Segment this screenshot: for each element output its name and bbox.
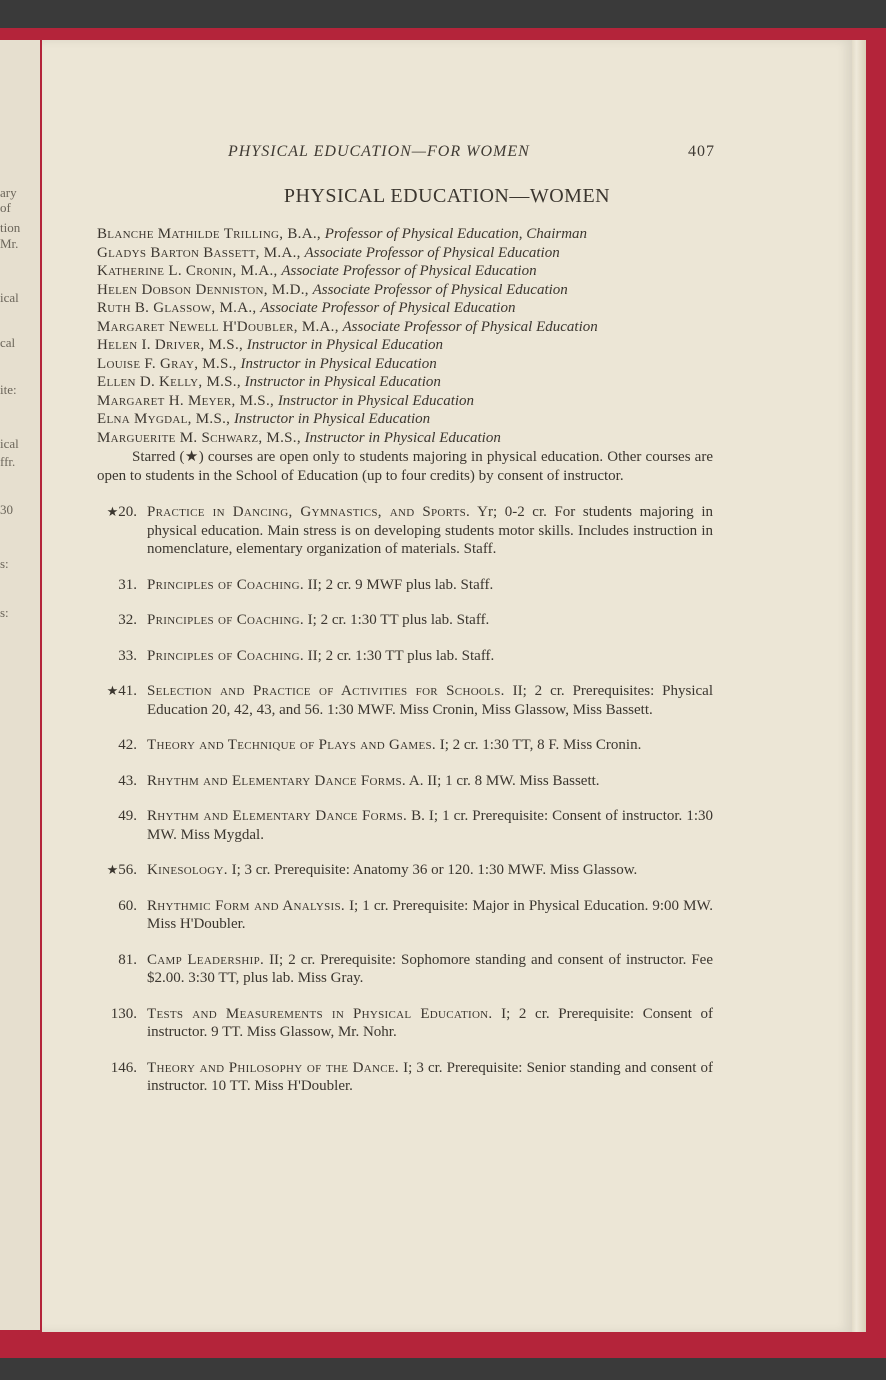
- course-title: Kinesology.: [147, 862, 228, 878]
- course-number-text: 43.: [118, 772, 137, 789]
- prev-page-fragment: s:: [0, 556, 9, 571]
- course-title: Selection and Practice of Activities for Schools.: [147, 683, 505, 699]
- faculty-member: [97, 318, 713, 337]
- faculty-title: Instructor in Physical Education: [277, 392, 475, 409]
- course-number: [97, 951, 137, 970]
- course-number: [97, 1005, 137, 1024]
- faculty-member: [97, 299, 713, 318]
- faculty-name: Marguerite M. Schwarz, M.S.,: [97, 429, 301, 446]
- prev-page-fragment: of: [0, 200, 11, 215]
- course-details: II; 2 cr. Prerequisites: Physical Education 20, 42, 43, and 56. 1:30 MWF. Miss Cronin, Miss Glassow, Miss Bassett.: [147, 683, 713, 718]
- previous-page-edge: [0, 40, 40, 1330]
- course-title: Camp Leadership.: [147, 951, 265, 968]
- faculty-title: Associate Professor of Physical Education: [304, 244, 560, 261]
- prev-page-fragment: cal: [0, 335, 16, 350]
- course-number: [97, 647, 137, 666]
- course-number-text: 146.: [110, 1059, 137, 1076]
- faculty-name: Ruth B. Glassow, M.A.,: [97, 300, 257, 316]
- course-title: Theory and Philosophy of the Dance.: [147, 1059, 399, 1076]
- prev-page-fragment: ffr.: [0, 454, 16, 469]
- course-number: [97, 897, 137, 916]
- course-number-text: 20.: [118, 504, 137, 520]
- running-head-title: PHYSICAL EDUCATION—FOR WOMEN: [228, 143, 530, 160]
- course-title: Rhythm and Elementary Dance Forms.: [147, 772, 406, 789]
- faculty-member: [97, 225, 713, 244]
- faculty-title: Instructor in Physical Education: [246, 337, 444, 353]
- faculty-title: Associate Professor of Physical Education: [281, 263, 537, 279]
- course-details: I; 2 cr. Prerequisite: Consent of instructor. 9 TT. Miss Glassow, Mr. Nohr.: [147, 1005, 713, 1040]
- course-number: [97, 1059, 137, 1078]
- faculty-name: Margaret H. Meyer, M.S.,: [97, 392, 275, 409]
- course-number-text: 56.: [118, 862, 137, 878]
- course-number-text: 81.: [118, 951, 137, 968]
- faculty-name: Helen Dobson Denniston, M.D.,: [97, 281, 309, 298]
- course-details: I; 3 cr. Prerequisite: Senior standing and consent of instructor. 10 TT. Miss H'Doubler.: [147, 1059, 713, 1094]
- course-list: [97, 503, 713, 1096]
- course-number: [97, 576, 137, 595]
- faculty-name: Helen I. Driver, M.S.,: [97, 337, 244, 353]
- course-number-text: 130.: [110, 1005, 137, 1022]
- faculty-name: Gladys Barton Bassett, M.A.,: [97, 244, 301, 261]
- course-title: Practice in Dancing, Gymnastics, and Sports.: [147, 504, 471, 520]
- catalog-page: [42, 40, 852, 1332]
- course-title: Tests and Measurements in Physical Education.: [147, 1005, 493, 1022]
- page-number: 407: [688, 143, 715, 160]
- faculty-title: Associate Professor of Physical Education: [312, 281, 568, 298]
- course-number-text: 41.: [118, 683, 137, 699]
- faculty-name: Katherine L. Cronin, M.A.,: [97, 263, 278, 279]
- course-entry: [97, 807, 713, 844]
- faculty-name: Elna Mygdal, M.S.,: [97, 411, 231, 427]
- course-number-text: 60.: [118, 897, 137, 914]
- course-entry: [97, 861, 713, 880]
- course-title: Rhythmic Form and Analysis.: [147, 897, 345, 914]
- course-number: [97, 503, 137, 522]
- faculty-title: Instructor in Physical Education: [304, 429, 501, 446]
- faculty-title: Professor of Physical Education, Chairman: [324, 226, 588, 242]
- star-marker: ★: [106, 504, 119, 519]
- faculty-title: Associate Professor of Physical Education: [342, 318, 598, 335]
- page-content: [97, 225, 713, 1113]
- faculty-member: [97, 281, 713, 300]
- prev-page-fragment: ical: [0, 290, 19, 305]
- course-details: A. II; 1 cr. 8 MW. Miss Bassett.: [408, 772, 600, 789]
- course-details: I; 2 cr. 1:30 TT, 8 F. Miss Cronin.: [439, 737, 642, 753]
- starred-courses-note: Starred (★) courses are open only to students majoring in physical education. Other courses are open to students in the School of Education (up to four credits) by consent of instructor.: [97, 449, 713, 484]
- star-marker: ★: [106, 862, 119, 877]
- course-number: [97, 861, 137, 880]
- faculty-list: [97, 225, 713, 447]
- faculty-title: Instructor in Physical Education: [233, 411, 431, 427]
- course-number-text: 31.: [118, 576, 137, 593]
- course-entry: [97, 951, 713, 988]
- course-entry: [97, 1059, 713, 1096]
- course-details: II; 2 cr. 1:30 TT plus lab. Staff.: [307, 647, 495, 664]
- prev-page-fragment: ical: [0, 436, 19, 451]
- course-entry: [97, 897, 713, 934]
- faculty-name: Ellen D. Kelly, M.S.,: [97, 374, 241, 390]
- course-details: B. I; 1 cr. Prerequisite: Consent of instructor. 1:30 MW. Miss Mygdal.: [147, 808, 714, 843]
- faculty-name: Margaret Newell H'Doubler, M.A.,: [97, 318, 339, 335]
- faculty-title: Instructor in Physical Education: [244, 374, 441, 390]
- faculty-title: Instructor in Physical Education: [240, 355, 437, 372]
- course-number-text: 33.: [118, 647, 137, 664]
- course-number: [97, 807, 137, 826]
- star-marker: ★: [106, 683, 119, 698]
- department-title: PHYSICAL EDUCATION—WOMEN: [283, 185, 611, 207]
- course-details: Yr; 0-2 cr. For students majoring in physical education. Main stress is on developing students motor skills. Includes instruction in nomenclature, elementary organization of materials. Staff.: [147, 504, 713, 557]
- course-title: Principles of Coaching.: [147, 612, 304, 628]
- course-title: Rhythm and Elementary Dance Forms.: [147, 808, 408, 824]
- course-entry: [97, 682, 713, 719]
- faculty-member: [97, 355, 713, 374]
- faculty-member: [97, 392, 713, 411]
- prev-page-fragment: tion: [0, 220, 21, 235]
- course-title: Principles of Coaching.: [147, 576, 304, 593]
- course-entry: [97, 647, 713, 666]
- faculty-name: Louise F. Gray, M.S.,: [97, 355, 237, 372]
- course-details: I; 3 cr. Prerequisite: Anatomy 36 or 120. 1:30 MWF. Miss Glassow.: [231, 862, 638, 878]
- course-details: I; 2 cr. 1:30 TT plus lab. Staff.: [307, 612, 490, 628]
- course-details: I; 1 cr. Prerequisite: Major in Physical Education. 9:00 MW. Miss H'Doubler.: [147, 897, 713, 932]
- prev-page-fragment: ary: [0, 185, 17, 200]
- course-title: Principles of Coaching.: [147, 647, 304, 664]
- faculty-name: Blanche Mathilde Trilling, B.A.,: [97, 226, 321, 242]
- course-number: [97, 736, 137, 755]
- course-number-text: 49.: [118, 808, 137, 824]
- prev-page-fragment: 30: [0, 502, 13, 517]
- course-entry: [97, 611, 713, 630]
- prev-page-fragment: s:: [0, 605, 9, 620]
- course-entry: [97, 736, 713, 755]
- prev-page-fragment: Mr.: [0, 236, 19, 251]
- course-entry: [97, 576, 713, 595]
- faculty-member: [97, 410, 713, 429]
- course-number: [97, 772, 137, 791]
- course-title: Theory and Technique of Plays and Games.: [147, 737, 436, 753]
- course-number-text: 42.: [118, 737, 137, 753]
- faculty-member: [97, 429, 713, 448]
- course-entry: [97, 503, 713, 559]
- course-number: [97, 682, 137, 701]
- faculty-member: [97, 262, 713, 281]
- faculty-member: [97, 336, 713, 355]
- course-details: II; 2 cr. Prerequisite: Sophomore standing and consent of instructor. Fee $2.00. 3:30 TT, plus lab. Miss Gray.: [147, 951, 713, 986]
- course-number: [97, 611, 137, 630]
- faculty-member: [97, 244, 713, 263]
- course-number-text: 32.: [118, 612, 137, 628]
- faculty-title: Associate Professor of Physical Education: [260, 300, 516, 316]
- prev-page-fragment: ite:: [0, 382, 17, 397]
- course-details: II; 2 cr. 9 MWF plus lab. Staff.: [307, 576, 494, 593]
- page-stack-edge: [850, 40, 866, 1332]
- faculty-member: [97, 373, 713, 392]
- course-entry: [97, 1005, 713, 1042]
- course-entry: [97, 772, 713, 791]
